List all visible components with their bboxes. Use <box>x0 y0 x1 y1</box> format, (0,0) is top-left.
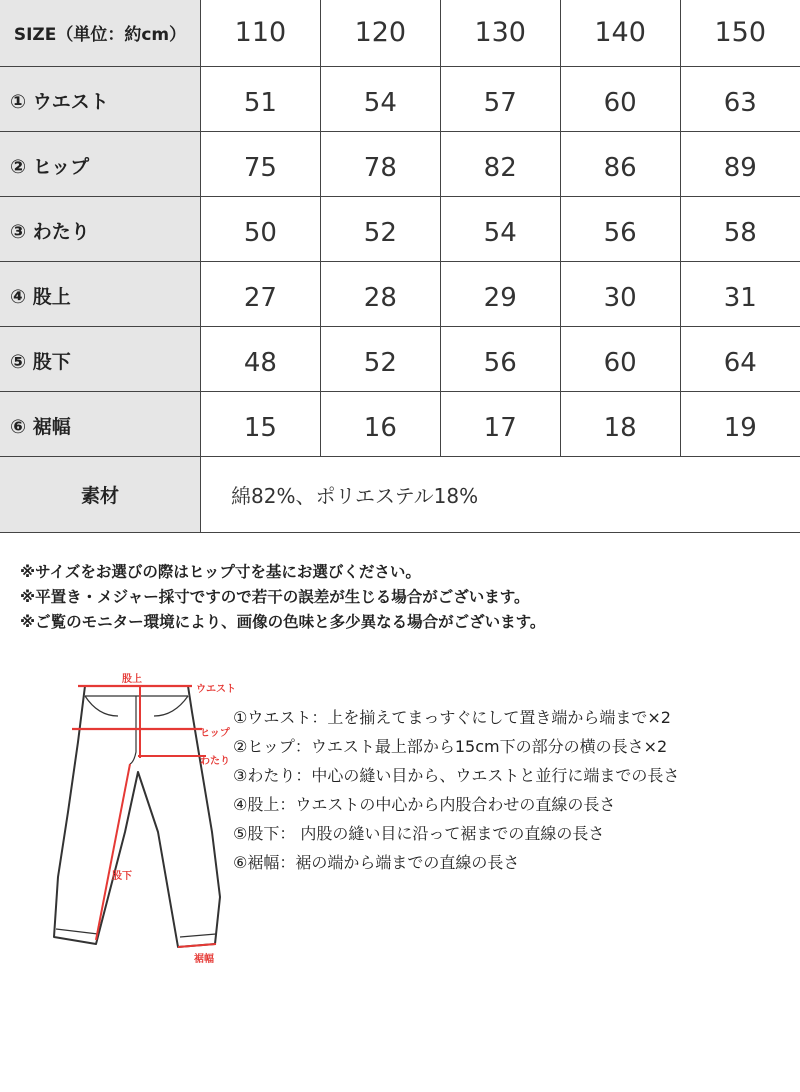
table-cell: 86 <box>560 131 680 196</box>
table-cell: 54 <box>320 66 440 131</box>
description-line: ③わたり：中心の縫い目から、ウエストと並行に端までの長さ <box>233 766 680 785</box>
note-line: ※平置き・メジャー採寸ですので若干の誤差が生じる場合がございます。 <box>20 588 530 606</box>
pants-outline-icon <box>30 672 250 972</box>
table-cell: 29 <box>440 261 560 326</box>
description-line: ①ウエスト：上を揃えてまっすぐにして置き端から端まで×2 <box>233 708 671 727</box>
table-cell: 17 <box>440 391 560 456</box>
table-cell: 16 <box>320 391 440 456</box>
row-label: ⑥ 裾幅 <box>0 391 201 456</box>
table-cell: 52 <box>320 196 440 261</box>
table-cell: 51 <box>201 66 321 131</box>
table-cell: 78 <box>320 131 440 196</box>
table-cell: 60 <box>560 326 680 391</box>
pants-diagram <box>30 672 250 972</box>
size-150: 150 <box>680 0 800 66</box>
material-label: 素材 <box>0 456 201 532</box>
table-cell: 19 <box>680 391 800 456</box>
size-130: 130 <box>440 0 560 66</box>
description-line: ⑤股下： 内股の縫い目に沿って裾までの直線の長さ <box>233 824 605 843</box>
table-cell: 28 <box>320 261 440 326</box>
table-cell: 48 <box>201 326 321 391</box>
table-cell: 63 <box>680 66 800 131</box>
table-cell: 64 <box>680 326 800 391</box>
table-cell: 52 <box>320 326 440 391</box>
label-inseam: 股下 <box>112 871 132 882</box>
label-thigh: わたり <box>200 756 230 767</box>
table-cell: 30 <box>560 261 680 326</box>
table-cell: 82 <box>440 131 560 196</box>
label-rise: 股上 <box>122 674 142 685</box>
table-cell: 56 <box>560 196 680 261</box>
table-cell: 27 <box>201 261 321 326</box>
notes <box>20 560 545 635</box>
table-cell: 56 <box>440 326 560 391</box>
note-line: ※サイズをお選びの際はヒップ寸を基にお選びください。 <box>20 563 421 581</box>
table-cell: 58 <box>680 196 800 261</box>
size-110: 110 <box>201 0 321 66</box>
table-cell: 50 <box>201 196 321 261</box>
table-cell: 54 <box>440 196 560 261</box>
size-table <box>0 0 800 533</box>
row-label: ③ わたり <box>0 196 201 261</box>
material-value: 綿82%、ポリエステル18% <box>201 456 800 532</box>
measurement-descriptions <box>233 703 679 877</box>
table-row-material <box>0 456 800 532</box>
note-line: ※ご覧のモニター環境により、画像の色味と多少異なる場合がございます。 <box>20 613 546 631</box>
table-cell: 75 <box>201 131 321 196</box>
label-hem: 裾幅 <box>194 954 214 965</box>
description-line: ②ヒップ：ウエスト最上部から15cm下の部分の横の長さ×2 <box>233 737 668 756</box>
size-140: 140 <box>560 0 680 66</box>
table-cell: 89 <box>680 131 800 196</box>
row-label: ① ウエスト <box>0 66 201 131</box>
label-hip: ヒップ <box>200 728 230 739</box>
table-cell: 57 <box>440 66 560 131</box>
table-cell: 60 <box>560 66 680 131</box>
description-line: ⑥裾幅：裾の端から端までの直線の長さ <box>233 853 520 872</box>
table-cell: 15 <box>201 391 321 456</box>
table-row-waist <box>0 66 800 131</box>
size-header-row <box>0 0 800 66</box>
table-row-thigh <box>0 196 800 261</box>
description-line: ④股上：ウエストの中心から内股合わせの直線の長さ <box>233 795 616 814</box>
label-waist: ウエスト <box>196 684 236 695</box>
row-label: ⑤ 股下 <box>0 326 201 391</box>
table-row-rise <box>0 261 800 326</box>
table-row-inseam <box>0 326 800 391</box>
row-label: ② ヒップ <box>0 131 201 196</box>
table-cell: 31 <box>680 261 800 326</box>
table-row-hip <box>0 131 800 196</box>
table-row-hem <box>0 391 800 456</box>
row-label: ④ 股上 <box>0 261 201 326</box>
table-cell: 18 <box>560 391 680 456</box>
size-120: 120 <box>320 0 440 66</box>
size-unit-label: SIZE（単位：約cm） <box>0 0 201 66</box>
